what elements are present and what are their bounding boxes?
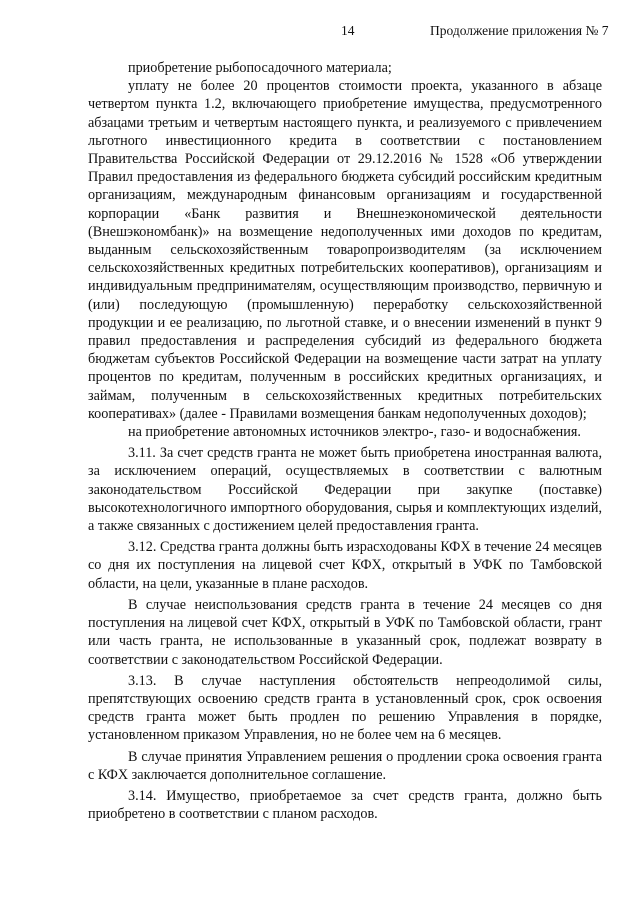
appendix-note: Продолжение приложения № 7 bbox=[430, 23, 609, 38]
paragraph-grant-return: В случае неиспользования средств гранта в течение 24 месяцев со дня поступления на лицевой счет КФХ, открытый в УФК по Тамбовской области, грант или часть гранта, не использованные в указанный срок, подлежат возврату в соответствии с законодательством Российской Федерации. bbox=[88, 596, 602, 668]
document-body bbox=[88, 59, 602, 823]
paragraph-3: на приобретение автономных источников электро-, газо- и водоснабжения. bbox=[128, 424, 581, 441]
paragraph-3-11: 3.11. За счет средств гранта не может быть приобретена иностранная валюта, за исключением операций, осуществляемых в соответствии с валютным законодательством Российской Федерации при закупке (поставке) высокотехнологичного импортного оборудования, сырья и комплектующих изделий, а также связанных с достижением целей предоставления гранта. bbox=[88, 445, 602, 535]
paragraph-3-13: 3.13. В случае наступления обстоятельств непреодолимой силы, препятствующих освоению средств гранта в установленный срок, срок освоения средств гранта может быть продлен по решению Управления в порядке, установленном приказом Управления, но не более чем на 6 месяцев. bbox=[88, 672, 602, 744]
paragraph-extension: В случае принятия Управлением решения о продлении срока освоения гранта с КФХ заключается дополнительное соглашение. bbox=[88, 748, 602, 783]
paragraph-1: приобретение рыбопосадочного материала; bbox=[128, 60, 392, 76]
paragraph-3-14: 3.14. Имущество, приобретаемое за счет средств гранта, должно быть приобретено в соответствии с планом расходов. bbox=[88, 787, 602, 823]
paragraph-2: уплату не более 20 процентов стоимости проекта, указанного в абзаце четвертом пункта 1.2, включающего приобретение имущества, предусмотренного абзацами третьим и четвертым настоящего пункта, и реализуемого с привлечением льготного инвестиционного кредита в соответствии с постановлением Правительства Российской Федерации от 29.12.2016 № 1528 «Об утверждении Правил предоставления из федерального бюджета субсидий российским кредитным организациям, международным финансовым организациям и государственной корпорации «Банк развития и Внешнеэкономической деятельности (Внешэкономбанк)» на возмещение недополученных ими доходов по кредитам, выданным сельскохозяйственным товаропроизводителям (за исключением сельскохозяйственных кредитных потребительских кооперативов), организациям и индивидуальным предпринимателям, осуществляющим производство, первичную и (или) последующую (промышленную) переработку сельскохозяйственной продукции и ее реализацию, по льготной ставке, и о внесении изменений в пункт 9 правил предоставления и распределения субсидий из федерального бюджета бюджетам субъектов Российской Федерации на возмещение части затрат на уплату процентов по кредитам, полученным в российских кредитных организациях, и займам, полученным в сельскохозяйственных кредитных потребительских кооперативах» (далее - Правилами возмещения банкам недополученных доходов); bbox=[88, 78, 602, 422]
page-number: 14 bbox=[341, 23, 355, 38]
paragraph-3-12: 3.12. Средства гранта должны быть израсходованы КФХ в течение 24 месяцев со дня их поступления на лицевой счет КФХ, открытый в УФК по Тамбовской области, на цели, указанные в плане расходов. bbox=[88, 539, 602, 592]
